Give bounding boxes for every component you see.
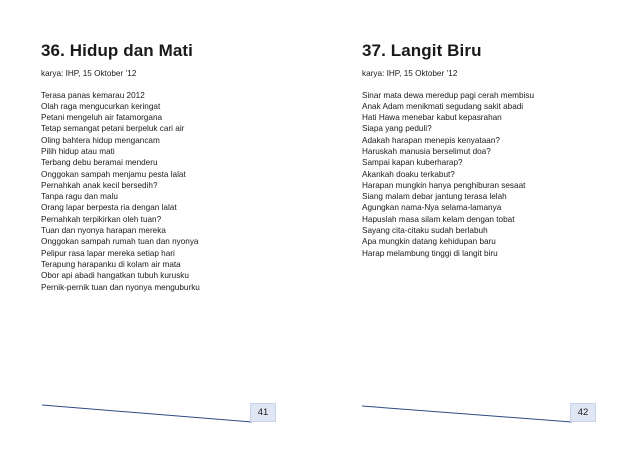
poem-line: Terbang debu beramai menderu	[41, 158, 158, 168]
poem-line: Pernik-pernik tuan dan nyonya menguburku	[41, 282, 200, 292]
right-page	[319, 0, 638, 451]
poem-line: Terapung harapanku di kolam air mata	[41, 259, 181, 269]
poem-line: Siapa yang peduli?	[362, 124, 432, 134]
poem-line: Sampai kapan kuberharap?	[362, 158, 463, 168]
poem-line: Pelipur rasa lapar mereka setiap hari	[41, 248, 175, 258]
poem-line: Harap melambung tinggi di langit biru	[362, 248, 498, 258]
poem-body	[41, 90, 200, 293]
poem-line: Terasa panas kemarau 2012	[41, 90, 145, 100]
poem-line: Onggokan sampah rumah tuan dan nyonya	[41, 237, 199, 247]
page-number: 42	[570, 403, 596, 422]
poem-title: 36. Hidup dan Mati	[41, 41, 193, 60]
poem-author: karya: IHP, 15 Oktober ’12	[41, 69, 137, 78]
poem-line: Orang lapar berpesta ria dengan lalat	[41, 203, 177, 213]
poem-line: Pernahkah terpikirkan oleh tuan?	[41, 214, 162, 224]
poem-line: Anak Adam menikmati segudang sakit abadi	[362, 101, 524, 111]
poem-line: Olah raga mengucurkan keringat	[41, 101, 161, 111]
poem-line: Tuan dan nyonya harapan mereka	[41, 226, 166, 236]
poem-title: 37. Langit Biru	[362, 41, 482, 60]
poem-line: Haruskah manusia berselimut doa?	[362, 146, 491, 156]
poem-body	[362, 90, 534, 259]
poem-line: Tetap semangat petani berpeluk cari air	[41, 124, 185, 134]
poem-author: karya: IHP, 15 Oktober ’12	[362, 69, 458, 78]
poem-line: Oling bahtera hidup mengancam	[41, 135, 160, 145]
poem-line: Hati Hawa menebar kabut kepasrahan	[362, 113, 502, 123]
poem-line: Adakah harapan menepis kenyataan?	[362, 135, 500, 145]
poem-line: Tanpa ragu dan malu	[41, 192, 118, 202]
poem-line: Obor api abadi hangatkan tubuh kurusku	[41, 271, 189, 281]
poem-line: Onggokan sampah menjamu pesta lalat	[41, 169, 186, 179]
poem-line: Harapan mungkin hanya penghiburan sesaat	[362, 180, 526, 190]
poem-line: Sayang cita-citaku sudah berlabuh	[362, 226, 488, 236]
page-number: 41	[250, 403, 276, 422]
poem-line: Pilih hidup atau mati	[41, 146, 115, 156]
poem-line: Apa mungkin datang kehidupan baru	[362, 237, 496, 247]
poem-line: Hapuslah masa silam kelam dengan tobat	[362, 214, 515, 224]
poem-line: Akankah doaku terkabut?	[362, 169, 455, 179]
poem-line: Petani mengeluh air fatamorgana	[41, 113, 163, 123]
poem-line: Pernahkah anak kecil bersedih?	[41, 180, 158, 190]
poem-line: Sinar mata dewa meredup pagi cerah membisu	[362, 90, 535, 100]
poem-line: Siang malam debar jantung terasa lelah	[362, 192, 507, 202]
poem-line: Agungkan nama-Nya selama-lamanya	[362, 203, 502, 213]
